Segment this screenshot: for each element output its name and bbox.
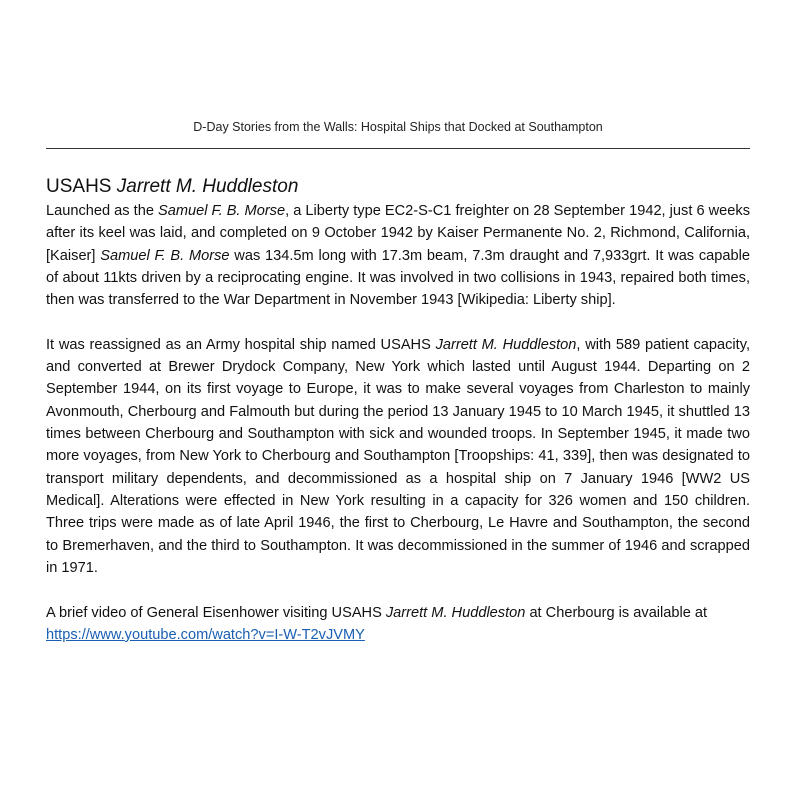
p2-text-2: , with 589 patient capacity, and converted at Brewer Drydock Company, New York which lasted until August 1944. Departing on 2 September 1944, on its first voyage to Europe, it was to make several voyages from Charleston to mainly Avonmouth, Cherbourg and Falmouth but during the period 13 January 1945 to 10 March 1945, it shuttled 13 times between Cherbourg and Southampton with sick and wounded troops. In September 1945, it made two more voyages, from New York to Cherbourg and Southampton [Troopships: 41, 339], then was designated to transport military dependents, and decommissioned as a hospital ship on 7 January 1946 [WW2 US Medical]. Alterations were effected in New York resulting in a capacity for 326 women and 150 children. Three trips were made as of late April 1946, the first to Cherbourg, Le Havre and Southampton, the second to Bremerhaven, and the third to Southampton. It was decommissioned in the summer of 1946 and scrapped in 1971. bbox=[46, 336, 750, 577]
youtube-video-link[interactable]: https://www.youtube.com/watch?v=I-W-T2vJVMY bbox=[46, 626, 365, 643]
section-heading bbox=[46, 174, 750, 200]
p1-text-3: was 134.5m long with 17.3m beam, 7.3m draught and 7,933grt. It was capable of about 11kts driven by a reciprocating engine. It was involved in two collisions in 1943, repaired both times, then was transferred to the War Department in November 1943 [Wikipedia: Liberty ship]. bbox=[46, 247, 750, 309]
p2-ship-name: Jarrett M. Huddleston bbox=[435, 336, 577, 353]
p3-text-2: at Cherbourg is available at bbox=[525, 604, 708, 621]
header-rule bbox=[46, 148, 750, 149]
p3-ship-name: Jarrett M. Huddleston bbox=[385, 604, 526, 621]
p1-ship-name-2: Samuel F. B. Morse bbox=[100, 247, 230, 264]
paragraph-1 bbox=[46, 200, 750, 312]
paragraph-2 bbox=[46, 334, 750, 580]
paragraph-3 bbox=[46, 602, 750, 647]
heading-prefix: USAHS bbox=[46, 176, 117, 197]
p1-ship-name-1: Samuel F. B. Morse bbox=[158, 203, 286, 219]
article-body bbox=[46, 174, 750, 646]
heading-ship-name: Jarrett M. Huddleston bbox=[116, 176, 299, 197]
p1-text-2: , a Liberty type EC2-S-C1 freighter on 28 September 1942, just 6 weeks after its keel was laid, and completed on 9 October 1942 by Kaiser Permanente No. 2, Richmond, California, [Kaiser] bbox=[46, 203, 750, 264]
p3-text-1: A brief video of General Eisenhower visiting USAHS bbox=[46, 604, 386, 621]
running-header: D-Day Stories from the Walls: Hospital Ships that Docked at Southampton bbox=[193, 120, 603, 134]
p2-text-1: It was reassigned as an Army hospital ship named USAHS bbox=[46, 336, 436, 353]
p1-text-1: Launched as the bbox=[46, 203, 158, 219]
